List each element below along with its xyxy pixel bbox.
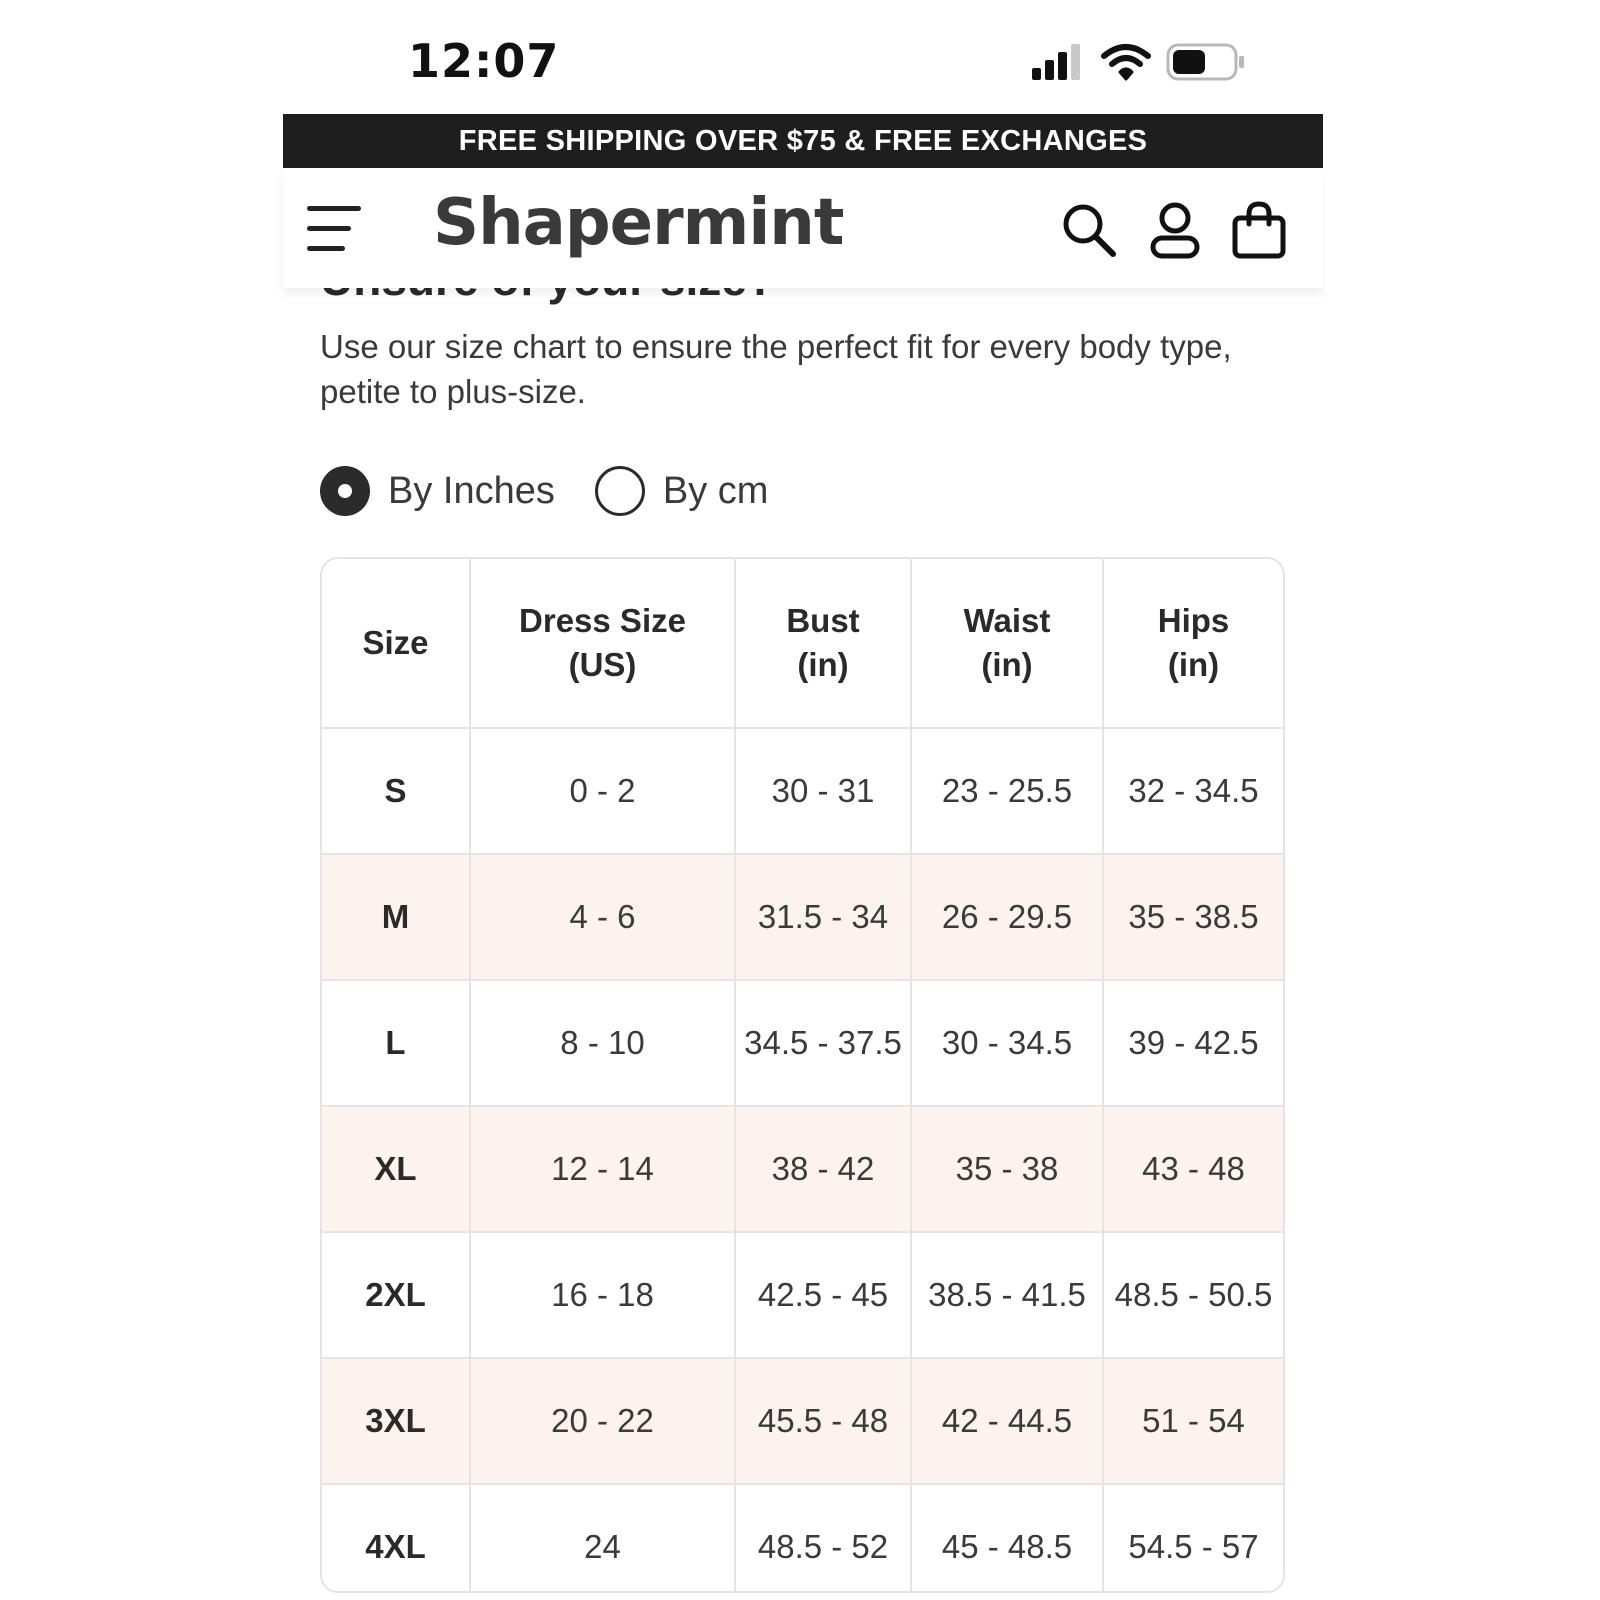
hips-cell: 32 - 34.5 [1103,728,1283,854]
promo-banner[interactable]: FREE SHIPPING OVER $75 & FREE EXCHANGES [283,114,1323,168]
waist-cell: 23 - 25.5 [911,728,1103,854]
table-row [322,980,1283,1106]
size-cell: 2XL [322,1232,470,1358]
hips-cell: 48.5 - 50.5 [1103,1232,1283,1358]
radio-label: By cm [662,469,769,512]
dress-size-cell: 24 [470,1484,735,1593]
bust-cell: 42.5 - 45 [735,1232,911,1358]
bust-cell: 38 - 42 [735,1106,911,1232]
bust-cell: 31.5 - 34 [735,854,911,980]
hips-cell: 54.5 - 57 [1103,1484,1283,1593]
table-row [322,1358,1283,1484]
status-time: 12:07 [408,34,560,88]
bust-cell: 34.5 - 37.5 [735,980,911,1106]
signal-icon [1032,44,1080,80]
dress-size-cell: 20 - 22 [470,1358,735,1484]
table-header-row [322,559,1283,728]
dress-size-cell: 4 - 6 [470,854,735,980]
dress-size-cell: 12 - 14 [470,1106,735,1232]
size-cell: 3XL [322,1358,470,1484]
battery-icon [1168,45,1244,79]
waist-cell: 30 - 34.5 [911,980,1103,1106]
table-row [322,1106,1283,1232]
unit-selector [320,466,808,516]
shapermint-logo[interactable]: Shapermint [433,186,844,260]
intro-text: Use our size chart to ensure the perfect fit for every body type, petite to plus-size. [320,328,1232,410]
bust-cell: 48.5 - 52 [735,1484,911,1593]
search-icon[interactable] [1059,200,1119,260]
bust-cell: 45.5 - 48 [735,1358,911,1484]
account-icon[interactable] [1145,200,1205,260]
header-size: Size [322,559,470,728]
waist-cell: 45 - 48.5 [911,1484,1103,1593]
size-cell: XL [322,1106,470,1232]
size-cell: S [322,728,470,854]
size-cell: M [322,854,470,980]
table-row [322,728,1283,854]
dress-size-cell: 8 - 10 [470,980,735,1106]
radio-by-inches[interactable] [320,466,555,516]
dress-size-cell: 0 - 2 [470,728,735,854]
size-cell: L [322,980,470,1106]
table-row [322,1232,1283,1358]
waist-cell: 38.5 - 41.5 [911,1232,1103,1358]
status-icons [1032,42,1252,84]
hips-cell: 51 - 54 [1103,1358,1283,1484]
table-row [322,1484,1283,1593]
radio-label: By Inches [388,469,555,512]
waist-cell: 26 - 29.5 [911,854,1103,980]
hamburger-menu-icon[interactable] [307,204,367,254]
header-bust: Bust (in) [735,559,911,728]
size-chart-table [320,557,1285,1593]
hips-cell: 35 - 38.5 [1103,854,1283,980]
hips-cell: 39 - 42.5 [1103,980,1283,1106]
size-cell: 4XL [322,1484,470,1593]
radio-by-cm[interactable] [595,466,769,516]
site-header [283,168,1323,288]
hips-cell: 43 - 48 [1103,1106,1283,1232]
dress-size-cell: 16 - 18 [470,1232,735,1358]
header-hips: Hips (in) [1103,559,1283,728]
shopping-bag-icon[interactable] [1229,200,1289,260]
wifi-icon [1104,47,1148,79]
header-dress-size: Dress Size (US) [470,559,735,728]
radio-selected-icon[interactable] [320,466,370,516]
header-waist: Waist (in) [911,559,1103,728]
table-row [322,854,1283,980]
bust-cell: 30 - 31 [735,728,911,854]
waist-cell: 42 - 44.5 [911,1358,1103,1484]
waist-cell: 35 - 38 [911,1106,1103,1232]
radio-unselected-icon[interactable] [595,466,645,516]
